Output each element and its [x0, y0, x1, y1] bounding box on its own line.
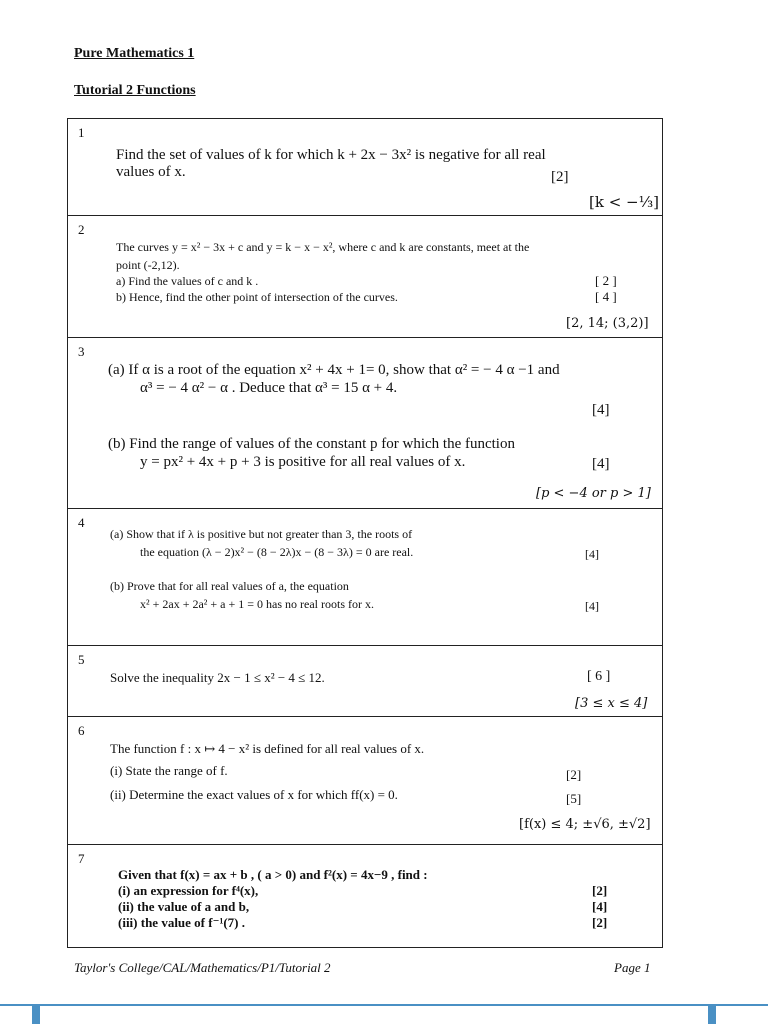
course-title: Pure Mathematics 1 — [74, 46, 195, 61]
question-text: (a) Show that if λ is positive but not greater than 3, the roots of — [110, 527, 413, 541]
question-text: y = px² + 4x + p + 3 is positive for all real values of x. — [140, 454, 466, 470]
marks: [ 4 ] — [595, 289, 617, 304]
question-number: 5 — [78, 652, 85, 667]
bottom-border — [0, 1004, 768, 1006]
question-text: values of x. — [116, 164, 186, 180]
marks: [4] — [585, 547, 599, 561]
answer: [2, 14; (3,2)] — [566, 316, 649, 331]
question-number: 2 — [78, 222, 85, 237]
question-text: α³ = − 4 α² − α . Deduce that α³ = 15 α + 4. — [140, 380, 398, 396]
border-tick-right — [708, 1004, 716, 1024]
question-text: (ii) the value of a and b, — [118, 899, 250, 914]
question-row-6 — [68, 717, 663, 845]
answer: [k < −⅓] — [589, 193, 660, 211]
question-number: 4 — [78, 515, 85, 530]
question-row-2 — [68, 216, 663, 338]
question-number: 6 — [78, 723, 85, 738]
question-row-5 — [68, 646, 663, 717]
question-row-3 — [68, 338, 663, 509]
question-text: point (-2,12). — [116, 258, 180, 272]
question-number: 7 — [78, 851, 85, 866]
question-text: x² + 2ax + 2a² + a + 1 = 0 has no real roots for x. — [140, 597, 374, 611]
question-text: b) Hence, find the other point of intersection of the curves. — [116, 290, 398, 304]
question-text: (iii) the value of f⁻¹(7) . — [118, 915, 246, 930]
question-row-4 — [68, 509, 663, 646]
question-text: Find the set of values of k for which k + 2x − 3x² is negative for all real — [116, 147, 546, 163]
question-text: the equation (λ − 2)x² − (8 − 2λ)x − (8 − 3λ) = 0 are real. — [140, 545, 414, 559]
page-number: Page 1 — [614, 960, 651, 975]
question-text: (b) Prove that for all real values of a, the equation — [110, 579, 349, 593]
question-text: (i) an expression for f⁴(x), — [118, 883, 259, 898]
tutorial-title: Tutorial 2 Functions — [74, 83, 196, 98]
marks: [2] — [551, 169, 569, 185]
question-text: (b) Find the range of values of the constant p for which the function — [108, 436, 515, 452]
marks: [4] — [592, 402, 610, 418]
question-text: (i) State the range of f. — [110, 763, 228, 778]
border-tick-left — [32, 1004, 40, 1024]
marks: [4] — [592, 456, 610, 472]
question-text: a) Find the values of c and k . — [116, 274, 259, 288]
question-text: (a) If α is a root of the equation x² + 4x + 1= 0, show that α² = − 4 α −1 and — [108, 362, 560, 378]
question-text: (ii) Determine the exact values of x for which ff(x) = 0. — [110, 787, 398, 802]
marks: [ 2 ] — [595, 273, 617, 288]
questions-table — [67, 118, 663, 948]
question-text: The curves y = x² − 3x + c and y = k − x − x², where c and k are constants, meet at the — [116, 240, 530, 254]
question-text: Solve the inequality 2x − 1 ≤ x² − 4 ≤ 12. — [110, 670, 325, 685]
marks: [4] — [592, 899, 608, 914]
answer: [f(x) ≤ 4; ±√6, ±√2] — [519, 817, 651, 832]
marks: [ 6 ] — [587, 669, 611, 684]
question-row-1 — [68, 119, 663, 216]
question-number: 1 — [78, 125, 85, 140]
question-row-7 — [68, 845, 663, 948]
marks: [2] — [592, 883, 608, 898]
marks: [2] — [566, 767, 582, 782]
answer: [p < −4 or p > 1] — [536, 486, 651, 501]
marks: [5] — [566, 791, 582, 806]
question-text: Given that f(x) = ax + b , ( a > 0) and f²(x) = 4x−9 , find : — [118, 867, 428, 882]
question-text: The function f : x ↦ 4 − x² is defined for all real values of x. — [110, 741, 425, 756]
marks: [2] — [592, 915, 608, 930]
question-number: 3 — [78, 344, 85, 359]
footer-reference: Taylor's College/CAL/Mathematics/P1/Tutorial 2 — [74, 960, 331, 975]
answer: [3 ≤ x ≤ 4] — [575, 696, 648, 711]
marks: [4] — [585, 599, 599, 613]
